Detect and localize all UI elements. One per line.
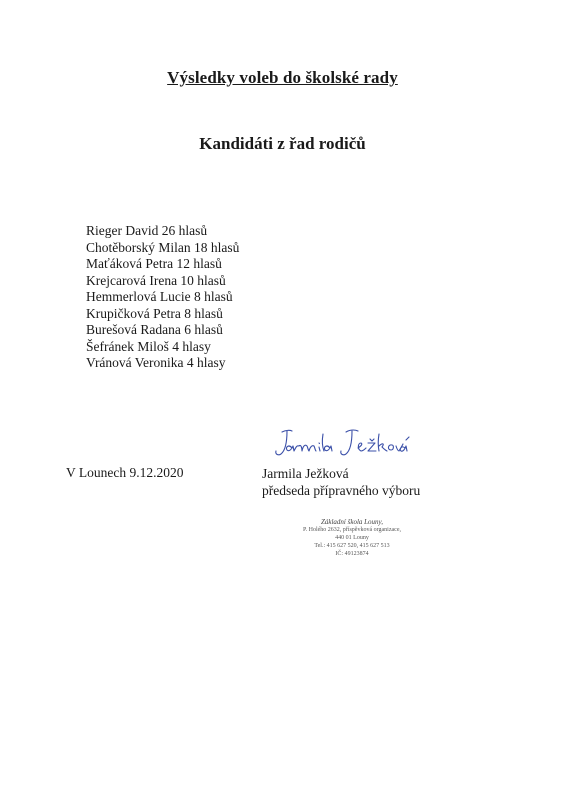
stamp-address: P. Holého 2632, příspěvková organizace, xyxy=(302,527,402,533)
handwritten-signature xyxy=(268,422,418,462)
signer-role: předseda přípravného výboru xyxy=(262,483,421,498)
stamp-phone: Tel.: 415 627 520, 415 627 513 xyxy=(314,543,390,549)
candidate-item: Burešová Radana 6 hlasů xyxy=(86,322,223,337)
stamp-postcode: 440 01 Louny xyxy=(335,535,369,541)
document-title: Výsledky voleb do školské rady xyxy=(167,68,398,87)
place-and-date: V Lounech 9.12.2020 xyxy=(66,465,184,480)
stamp-school-name: Základní škola Louny, xyxy=(320,518,384,526)
signer-name: Jarmila Ježková xyxy=(262,466,349,481)
candidate-item: Rieger David 26 hlasů xyxy=(86,223,208,238)
stamp-ico: IČ: 49123874 xyxy=(335,551,369,557)
candidate-item: Krejcarová Irena 10 hlasů xyxy=(86,272,226,288)
document-subtitle: Kandidáti z řad rodičů xyxy=(199,134,366,153)
candidate-item: Hemmerlová Lucie 8 hlasů xyxy=(86,289,233,304)
signer-block xyxy=(262,465,420,499)
candidate-item: Vránová Veronika 4 hlasy xyxy=(86,355,226,370)
candidate-item: Maťáková Petra 12 hlasů xyxy=(86,256,222,271)
candidate-item: Krupičková Petra 8 hlasů xyxy=(86,305,223,321)
candidate-item: Šefránek Miloš 4 hlasy xyxy=(86,338,211,354)
candidate-item: Chotěborský Milan 18 hlasů xyxy=(86,239,240,255)
candidate-list xyxy=(86,223,239,372)
school-stamp xyxy=(282,518,422,558)
